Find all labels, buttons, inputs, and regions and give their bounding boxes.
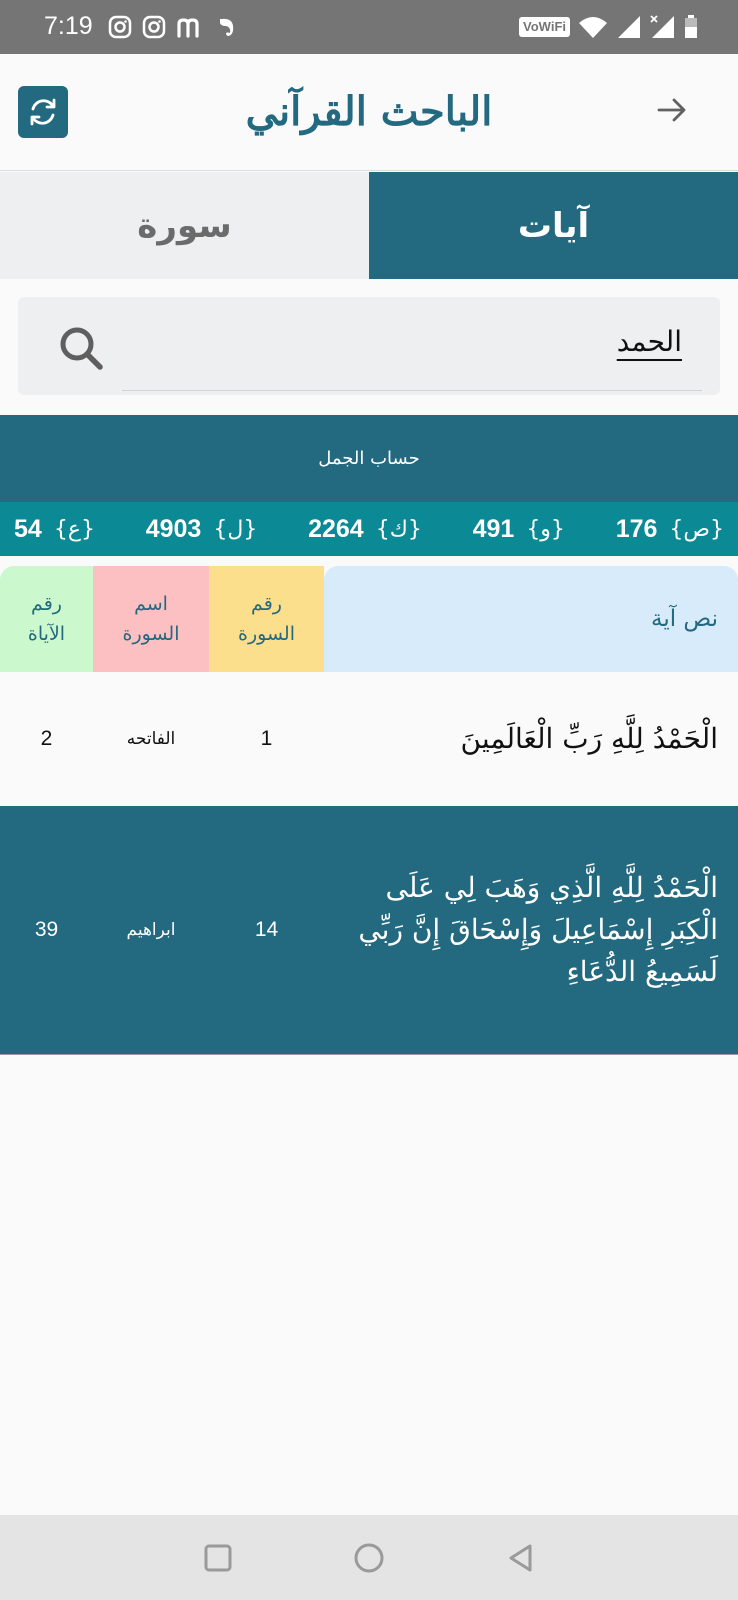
header-surah-name[interactable]: [93, 566, 209, 672]
calc-letter: {ل}: [213, 516, 258, 542]
home-circle-icon: [353, 1542, 385, 1574]
tab-ayat[interactable]: آيات: [369, 172, 738, 279]
calc-item: [473, 515, 565, 544]
app-title: الباحث القرآني: [245, 88, 493, 135]
instagram-icon: [108, 15, 132, 39]
status-bar: [0, 0, 738, 54]
recents-square-icon: [203, 1543, 233, 1573]
tab-surah[interactable]: سورة: [0, 172, 369, 279]
header-surah-name-line2: السورة: [122, 623, 180, 645]
vowifi-badge: VoWiFi: [519, 17, 570, 37]
signal-x-icon: [650, 15, 676, 39]
header-surah-number-line1: رقم: [251, 593, 282, 615]
calc-letter: {ك}: [375, 516, 422, 542]
system-nav-bar: [0, 1515, 738, 1600]
calc-item: [146, 515, 258, 544]
home-button[interactable]: [350, 1539, 388, 1577]
search-input[interactable]: الحمد: [616, 325, 682, 358]
header-aya-number-line2: الآياة: [27, 623, 66, 645]
results-table-header: [0, 566, 738, 672]
system-status-icons: [519, 14, 698, 40]
arrow-right-icon: [657, 97, 687, 123]
surah-number: 14: [254, 918, 279, 941]
aya-text: الْحَمْدُ لِلَّهِ رَبِّ الْعَالَمِينَ: [460, 722, 718, 755]
header-aya-text[interactable]: نص آية: [324, 566, 738, 672]
aya-number: 39: [34, 918, 59, 941]
app-bar: [0, 54, 738, 171]
wifi-icon: [578, 15, 608, 39]
recents-button[interactable]: [199, 1539, 237, 1577]
back-triangle-icon: [506, 1542, 536, 1574]
surah-number: 1: [260, 727, 273, 750]
calc-item: [308, 515, 422, 544]
calc-number: 4903: [145, 514, 202, 543]
calc-item: [14, 515, 95, 544]
calc-letter: {ع}: [53, 516, 95, 542]
table-row[interactable]: [0, 672, 738, 806]
calc-item: [616, 515, 724, 544]
status-time: 7:19: [44, 12, 93, 40]
calc-title: حساب الجمل: [0, 415, 738, 502]
header-aya-number[interactable]: [0, 566, 93, 672]
calc-letter: {ص}: [669, 516, 724, 542]
calc-number: 54: [14, 514, 42, 543]
evernote-icon: [214, 15, 238, 39]
row-divider: [0, 1054, 738, 1055]
search-icon[interactable]: [56, 323, 106, 373]
calc-values-bar: [0, 502, 738, 556]
table-row[interactable]: [0, 806, 738, 1054]
calc-number: 491: [472, 514, 515, 543]
tab-bar: [0, 172, 738, 279]
back-button[interactable]: [652, 94, 692, 126]
back-nav-button[interactable]: [502, 1539, 540, 1577]
aya-text: الْحَمْدُ لِلَّهِ الَّذِي وَهَبَ لِي عَلَى الْكِبَرِ إِسْمَاعِيلَ وَإِسْحَاقَ إِنَّ رَبِّي لَسَمِيعُ الدُّعَاءِ: [358, 871, 718, 988]
signal-icon: [616, 15, 642, 39]
aya-number: 2: [40, 727, 53, 750]
search-underline: [122, 390, 702, 391]
search-box[interactable]: [18, 297, 720, 395]
search-section: [0, 279, 738, 415]
header-surah-name-line1: اسم: [134, 593, 168, 615]
calc-number: 2264: [308, 514, 364, 543]
header-surah-number-line2: السورة: [238, 623, 295, 645]
header-surah-number[interactable]: [209, 566, 324, 672]
notification-icons: [108, 14, 238, 40]
surah-name: الفاتحه: [126, 729, 176, 749]
surah-name: ابراهيم: [126, 920, 176, 940]
m-app-icon: [176, 15, 204, 39]
battery-icon: [684, 15, 698, 39]
instagram-icon: [142, 15, 166, 39]
calc-letter: {و}: [526, 516, 565, 542]
header-aya-number-line1: رقم: [31, 593, 62, 615]
calc-number: 176: [615, 514, 658, 543]
